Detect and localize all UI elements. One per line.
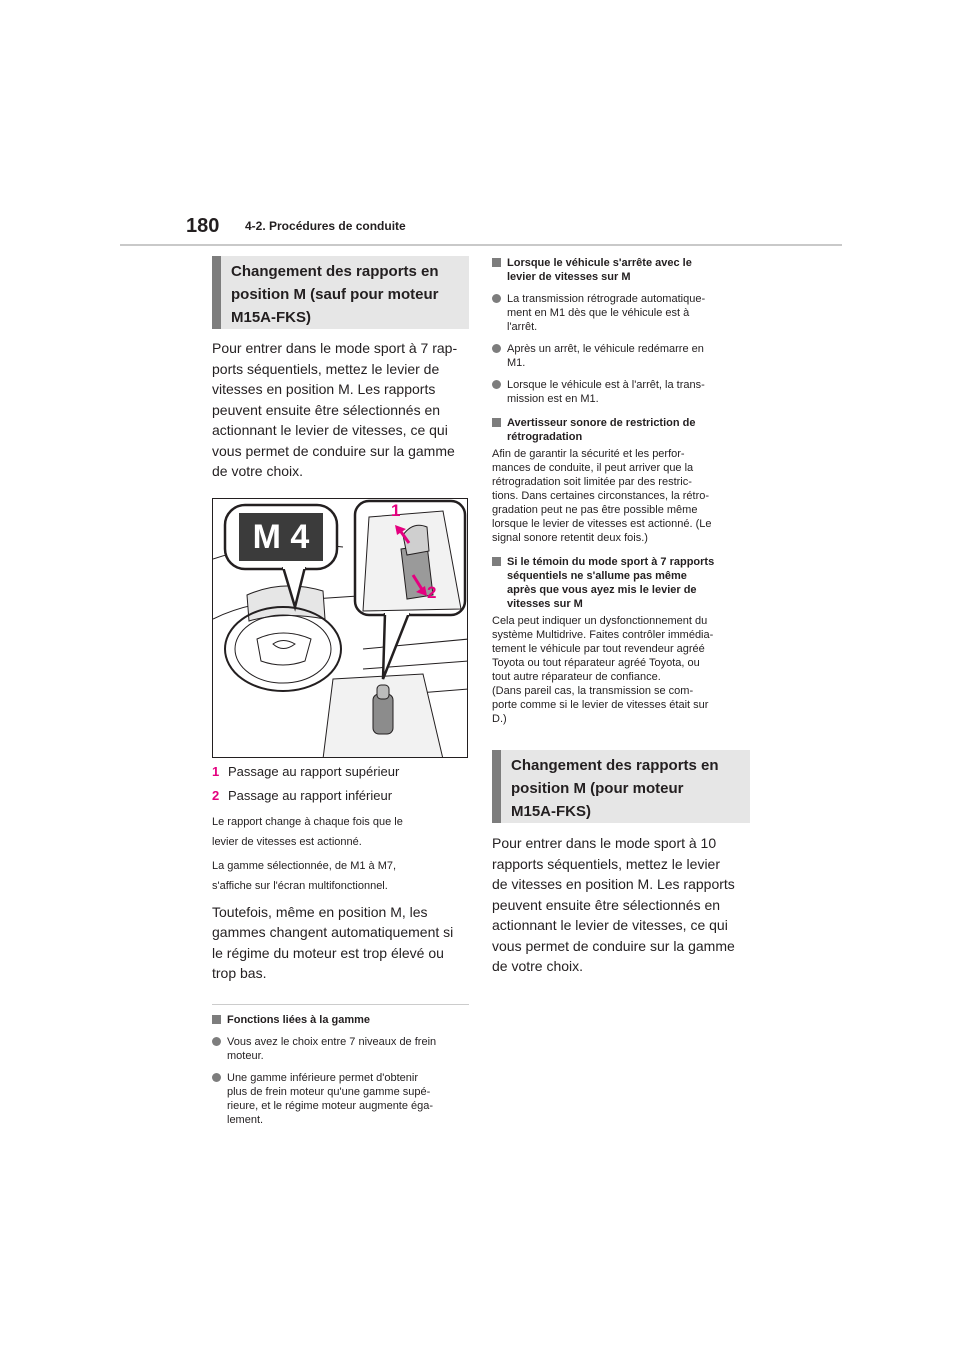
text-line: lorsque le levier de vitesses est actionné. (Le	[492, 518, 712, 530]
subsection-heading	[492, 256, 750, 284]
text-line: gradation peut ne pas être possible même	[492, 504, 698, 516]
round-bullet-icon	[212, 1037, 221, 1046]
box-title-line: M15A-FKS)	[231, 309, 312, 326]
text-line: de votre choix.	[212, 463, 304, 479]
intro-paragraph	[212, 338, 469, 482]
bullet-item	[492, 378, 750, 406]
box-title-line: position M (pour moteur	[511, 780, 684, 797]
text-line: plus de frein moteur qu'une gamme supé-	[227, 1085, 431, 1098]
bullet-item	[492, 292, 750, 334]
item-number: 1	[212, 763, 220, 779]
box-title-line: Changement des rapports en	[231, 263, 439, 280]
heading-line: après que vous ayez mis le levier de	[507, 584, 697, 596]
heading-line: Si le témoin du mode sport à 7 rapports	[507, 556, 715, 568]
bullet-item	[212, 1071, 469, 1127]
heading-line: vitesses sur M	[507, 598, 583, 610]
subsection-text	[492, 614, 750, 726]
text-line: Une gamme inférieure permet d'obtenir	[227, 1071, 419, 1084]
text-line: levier de vitesses est actionné.	[212, 835, 362, 848]
right-paragraph	[492, 833, 750, 977]
left-column	[212, 256, 469, 1127]
meter-display-text: M 4	[252, 517, 310, 556]
text-line: le régime du moteur est trop élevé ou	[212, 944, 444, 961]
subsection-heading	[492, 555, 750, 611]
text-line: Afin de garantir la sécurité et les perfor-	[492, 448, 685, 460]
note-1	[212, 812, 469, 852]
text-line: ports séquentiels, mettez le levier de	[212, 360, 440, 377]
section-title-box-right	[492, 750, 750, 823]
round-bullet-icon	[492, 344, 501, 353]
round-bullet-icon	[492, 294, 501, 303]
square-bullet-icon	[492, 557, 501, 566]
bullet-item	[492, 342, 750, 370]
item-number: 2	[212, 787, 220, 803]
round-bullet-icon	[212, 1073, 221, 1082]
paragraph-2	[212, 902, 469, 984]
text-line: Pour entrer dans le mode sport à 7 rap-	[212, 340, 458, 356]
text-line: système Multidrive. Faites contrôler immédia-	[492, 629, 714, 641]
section-title-box-left	[212, 256, 469, 329]
subsection-heading	[492, 416, 750, 444]
text-line: Toutefois, même en position M, les	[212, 903, 428, 920]
text-line: Toyota ou tout réparateur agréé Toyota, ou	[492, 657, 700, 669]
square-bullet-icon	[492, 258, 501, 267]
text-line: (Dans pareil cas, la transmission se com-	[492, 685, 694, 697]
text-line: actionnant le levier de vitesses, ce qui	[492, 917, 728, 933]
heading-text: Fonctions liées à la gamme	[227, 1013, 371, 1026]
text-line: tions. Dans certaines circonstances, la rétro-	[492, 490, 710, 502]
text-line: vous permet de conduire sur la gamme	[212, 442, 455, 459]
text-line: vous permet de conduire sur la gamme	[492, 937, 735, 954]
callout-upshift-number: 1	[391, 500, 401, 520]
text-line: ment en M1 dès que le véhicule est à	[507, 307, 690, 319]
text-line: vitesses en position M. Les rapports	[212, 381, 436, 397]
text-line: tement le véhicule par tout revendeur agréé	[492, 643, 705, 655]
text-line: La transmission rétrograde automatique-	[507, 293, 706, 305]
heading-line: séquentiels ne s'allume pas même	[507, 570, 687, 582]
text-line: rétrogradation soit limitée par des restric-	[492, 476, 692, 488]
text-line: Cela peut indiquer un dysfonctionnement du	[492, 615, 708, 627]
subsection-heading	[212, 1013, 469, 1027]
box-title-line: M15A-FKS)	[511, 803, 592, 820]
header-rule	[120, 244, 842, 246]
list-item	[212, 786, 469, 806]
list-item	[212, 762, 469, 782]
square-bullet-icon	[212, 1015, 221, 1024]
text-line: de vitesses en position M. Les rapports	[492, 876, 735, 892]
text-line: tout autre réparateur de confiance.	[492, 671, 661, 683]
text-line: Lorsque le véhicule est à l'arrêt, la trans-	[507, 379, 705, 391]
text-line: gammes changent automatiquement si	[212, 924, 454, 940]
section-divider	[212, 1004, 469, 1005]
bullet-item	[212, 1035, 469, 1063]
page-number: 180	[186, 215, 220, 237]
text-line: Après un arrêt, le véhicule redémarre en	[507, 343, 704, 355]
text-line: Vous avez le choix entre 7 niveaux de frein	[227, 1035, 437, 1048]
heading-line: levier de vitesses sur M	[507, 271, 631, 283]
text-line: lement.	[227, 1113, 264, 1126]
text-line: s'affiche sur l'écran multifonctionnel.	[212, 879, 388, 892]
text-line: mances de conduite, il peut arriver que la	[492, 462, 694, 474]
subsection-text	[492, 447, 750, 545]
box-title-line: Changement des rapports en	[511, 757, 719, 774]
round-bullet-icon	[492, 380, 501, 389]
item-text: Passage au rapport inférieur	[228, 787, 393, 803]
square-bullet-icon	[492, 418, 501, 427]
text-line: mission est en M1.	[507, 393, 599, 405]
text-line: Pour entrer dans le mode sport à 10	[492, 835, 717, 851]
callout-downshift-number: 2	[427, 582, 437, 602]
note-2	[212, 856, 469, 896]
item-text: Passage au rapport supérieur	[228, 763, 400, 779]
text-line: M1.	[507, 357, 526, 369]
text-line: rieure, et le régime moteur augmente éga-	[227, 1099, 434, 1112]
text-line: trop bas.	[212, 965, 267, 981]
section-label: 4-2. Procédures de conduite	[245, 219, 406, 233]
shift-lever-illustration	[212, 498, 468, 758]
text-line: signal sonore retentit deux fois.)	[492, 532, 648, 544]
text-line: peuvent ensuite être sélectionnés en	[212, 401, 441, 418]
heading-line: rétrogradation	[507, 431, 583, 443]
text-line: La gamme sélectionnée, de M1 à M7,	[212, 859, 397, 872]
box-title-line: position M (sauf pour moteur	[231, 286, 439, 303]
numbered-list	[212, 762, 469, 806]
text-line: porte comme si le levier de vitesses était sur	[492, 699, 709, 711]
text-line: peuvent ensuite être sélectionnés en	[492, 896, 721, 913]
text-line: D.)	[492, 713, 507, 725]
text-line: Le rapport change à chaque fois que le	[212, 815, 403, 828]
text-line: l'arrêt.	[507, 321, 538, 333]
heading-line: Avertisseur sonore de restriction de	[507, 417, 696, 429]
right-column	[492, 254, 750, 977]
text-line: rapports séquentiels, mettez le levier	[492, 855, 720, 872]
text-line: actionnant le levier de vitesses, ce qui	[212, 422, 448, 438]
text-line: de votre choix.	[492, 958, 584, 974]
heading-line: Lorsque le véhicule s'arrête avec le	[507, 257, 692, 269]
text-line: moteur.	[227, 1049, 264, 1062]
